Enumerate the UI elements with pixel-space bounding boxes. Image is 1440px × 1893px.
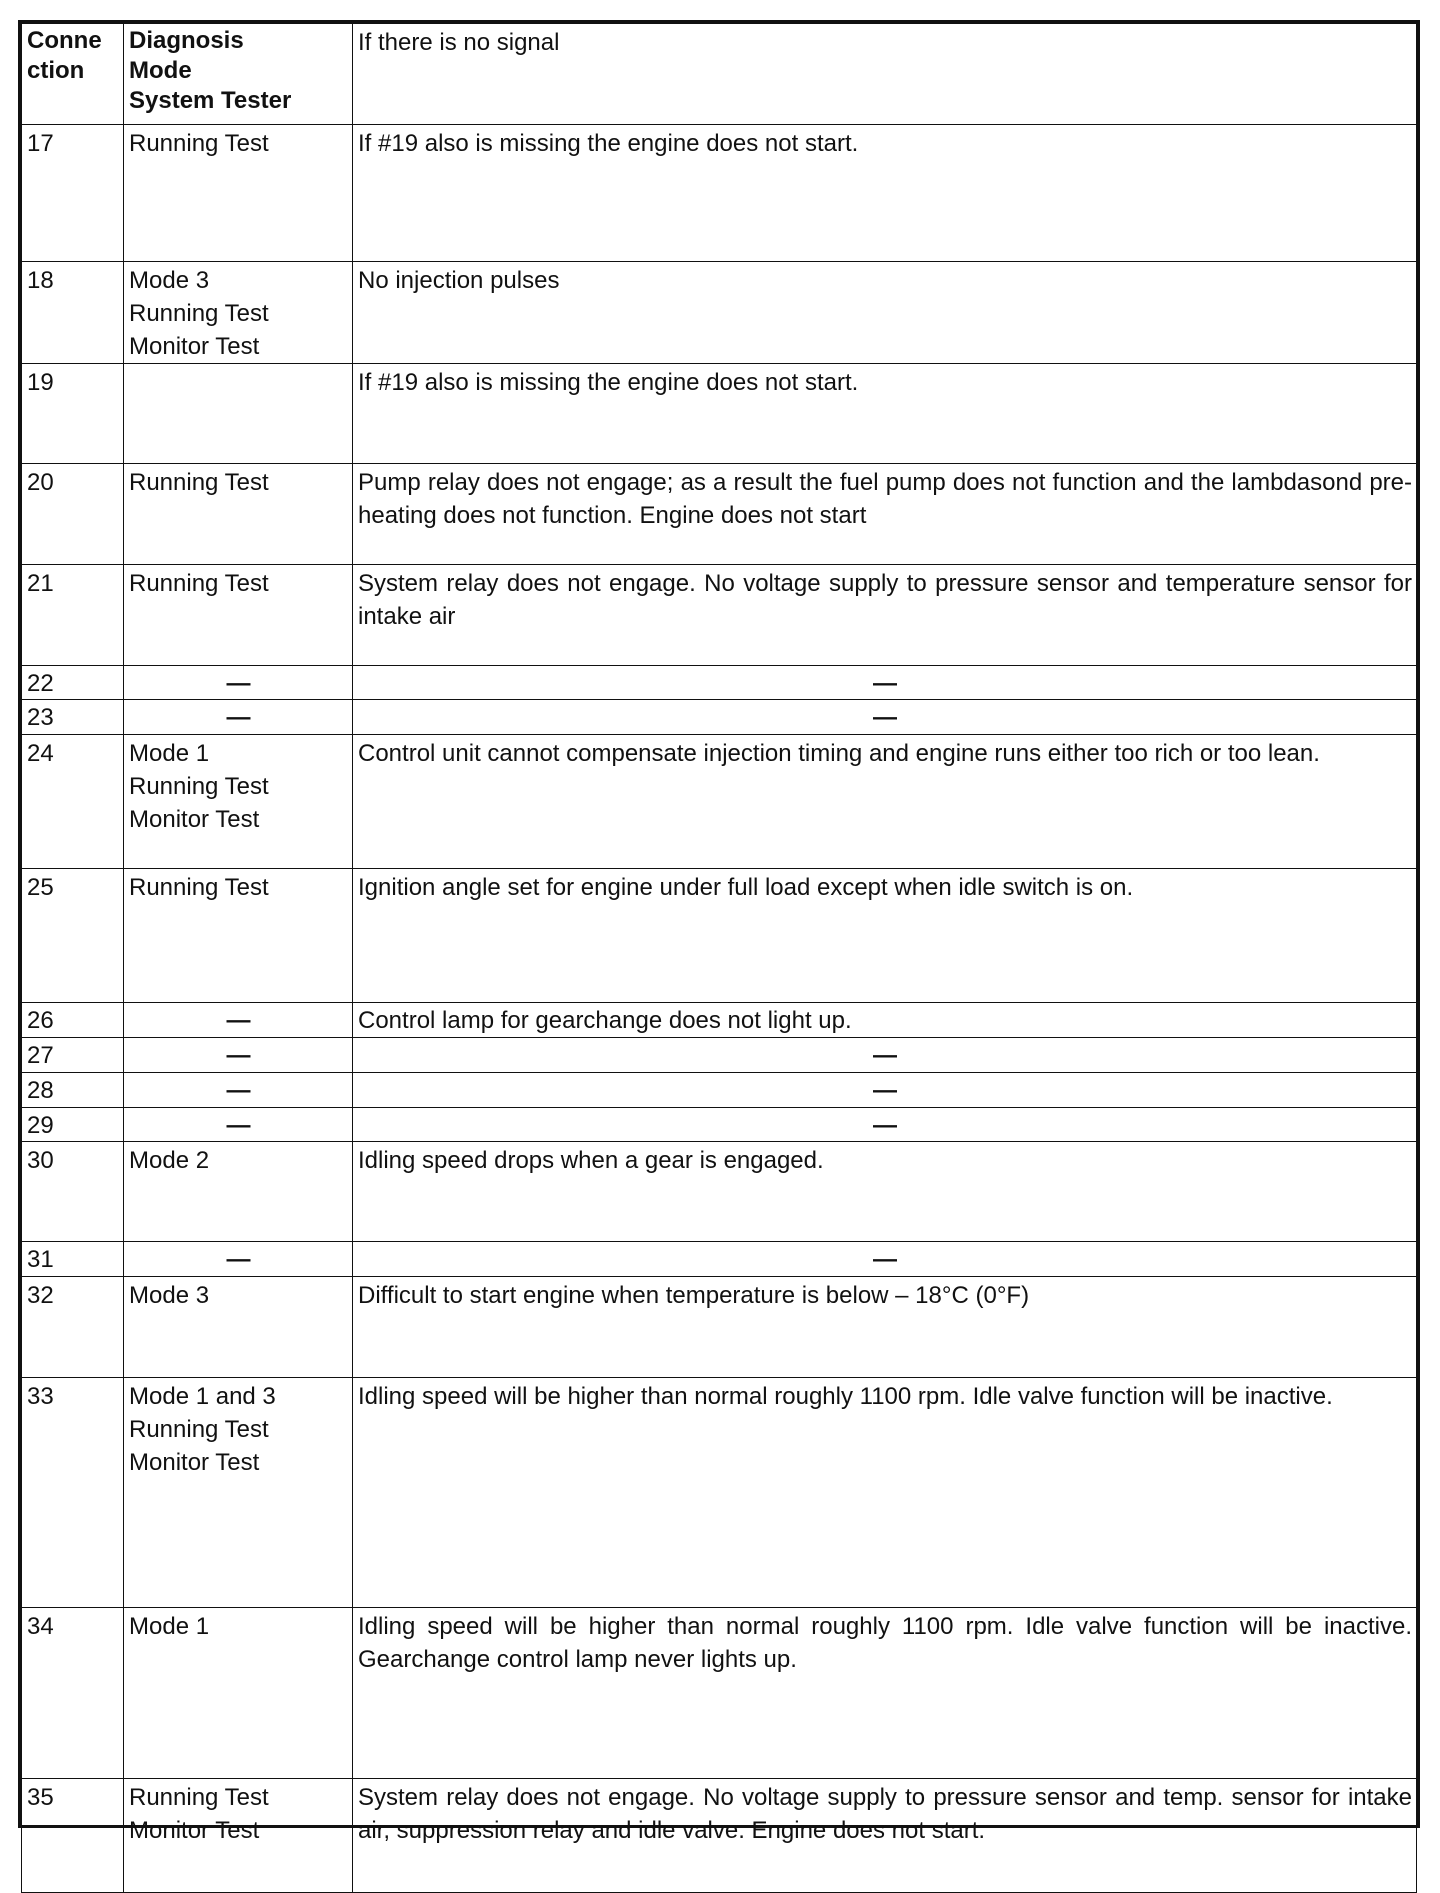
table-row (22, 262, 1417, 364)
description-cell: System relay does not engage. No voltage supply to pressure sensor and temp. sensor for intake air, suppression relay and idle valve. Engine does not start. (353, 1779, 1417, 1893)
mode-line: — (226, 1246, 251, 1273)
mode-line: Running Test (129, 300, 269, 327)
table-row (22, 1277, 1417, 1378)
header-signal (353, 24, 1417, 125)
mode-line: Running Test (129, 570, 269, 597)
description-cell: — (353, 1038, 1417, 1073)
table-row (22, 1779, 1417, 1893)
mode-cell (124, 565, 353, 666)
connection-cell: 30 (22, 1142, 124, 1242)
description-cell: System relay does not engage. No voltage supply to pressure sensor and temperature sensor for intake air (353, 565, 1417, 666)
mode-line: — (226, 1077, 251, 1104)
header-mode-line: Mode (129, 57, 192, 84)
mode-line: Mode 2 (129, 1147, 210, 1174)
description-cell: — (353, 666, 1417, 700)
connection-cell: 18 (22, 262, 124, 364)
table-header-row (22, 24, 1417, 125)
mode-cell (124, 869, 353, 1003)
mode-line: — (226, 1112, 251, 1139)
description-cell: Pump relay does not engage; as a result the fuel pump does not function and the lambdasond pre-heating does not function. Engine does not start (353, 464, 1417, 565)
mode-line: Monitor Test (129, 1449, 260, 1476)
mode-cell (124, 262, 353, 364)
mode-line: — (226, 1007, 251, 1034)
mode-cell (124, 1378, 353, 1608)
mode-cell (124, 700, 353, 735)
table-row (22, 1142, 1417, 1242)
mode-line: Mode 1 (129, 1613, 210, 1640)
mode-line: Mode 3 (129, 1282, 210, 1309)
table-row (22, 125, 1417, 262)
connection-cell: 34 (22, 1608, 124, 1779)
mode-line: Running Test (129, 469, 269, 496)
connection-cell: 23 (22, 700, 124, 735)
mode-cell (124, 1277, 353, 1378)
header-mode-line: System Tester (129, 87, 292, 114)
table-row (22, 464, 1417, 565)
mode-line: Running Test (129, 1784, 269, 1811)
description-cell: — (353, 1108, 1417, 1142)
table-row (22, 1378, 1417, 1608)
description-cell: Control unit cannot compensate injection timing and engine runs either too rich or too lean. (353, 735, 1417, 869)
table-row (22, 1038, 1417, 1073)
mode-line: Running Test (129, 130, 269, 157)
description-cell: Idling speed drops when a gear is engaged. (353, 1142, 1417, 1242)
table-row (22, 1608, 1417, 1779)
header-signal-label: If there is no signal (358, 29, 560, 56)
description-cell: If #19 also is missing the engine does not start. (353, 125, 1417, 262)
header-connection (22, 24, 124, 125)
connection-cell: 35 (22, 1779, 124, 1893)
table-row (22, 666, 1417, 700)
connection-cell: 26 (22, 1003, 124, 1038)
mode-line: Mode 1 and 3 (129, 1383, 276, 1410)
mode-cell (124, 735, 353, 869)
header-mode-line: Diagnosis (129, 27, 244, 54)
description-cell: Idling speed will be higher than normal roughly 1100 rpm. Idle valve function will be inactive. (353, 1378, 1417, 1608)
diagnosis-table-sheet (18, 20, 1420, 1844)
table-row (22, 735, 1417, 869)
mode-cell (124, 1242, 353, 1277)
connection-cell: 29 (22, 1108, 124, 1142)
header-connection-label: Conne ction (27, 27, 102, 84)
description-cell: — (353, 1242, 1417, 1277)
connection-cell: 20 (22, 464, 124, 565)
mode-line: Monitor Test (129, 333, 260, 360)
description-cell: Ignition angle set for engine under full load except when idle switch is on. (353, 869, 1417, 1003)
description-cell: If #19 also is missing the engine does not start. (353, 364, 1417, 464)
table-row (22, 869, 1417, 1003)
description-cell: Control lamp for gearchange does not light up. (353, 1003, 1417, 1038)
connection-cell: 21 (22, 565, 124, 666)
mode-line: Monitor Test (129, 1817, 260, 1844)
mode-line: Running Test (129, 874, 269, 901)
mode-cell (124, 464, 353, 565)
table-row (22, 565, 1417, 666)
connection-cell: 25 (22, 869, 124, 1003)
mode-cell (124, 1038, 353, 1073)
mode-line: Monitor Test (129, 806, 260, 833)
table-row (22, 1003, 1417, 1038)
connection-cell: 33 (22, 1378, 124, 1608)
mode-line: — (226, 1042, 251, 1069)
connection-cell: 19 (22, 364, 124, 464)
table-row (22, 700, 1417, 735)
table-row (22, 1073, 1417, 1108)
mode-line: Running Test (129, 1416, 269, 1443)
description-cell: No injection pulses (353, 262, 1417, 364)
mode-cell (124, 1142, 353, 1242)
table-row (22, 364, 1417, 464)
mode-line: — (226, 670, 251, 697)
diagnosis-table (21, 23, 1417, 1893)
mode-cell (124, 1779, 353, 1893)
connection-cell: 28 (22, 1073, 124, 1108)
mode-cell (124, 1003, 353, 1038)
description-cell: — (353, 700, 1417, 735)
mode-line: Mode 3 (129, 267, 210, 294)
mode-line: Running Test (129, 773, 269, 800)
description-cell: — (353, 1073, 1417, 1108)
mode-cell (124, 1073, 353, 1108)
description-cell: Idling speed will be higher than normal roughly 1100 rpm. Idle valve function will be inactive. Gearchange control lamp never lights up. (353, 1608, 1417, 1779)
connection-cell: 24 (22, 735, 124, 869)
mode-line: — (226, 704, 251, 731)
header-mode (124, 24, 353, 125)
mode-line: Mode 1 (129, 740, 210, 767)
connection-cell: 31 (22, 1242, 124, 1277)
description-cell: Difficult to start engine when temperature is below – 18°C (0°F) (353, 1277, 1417, 1378)
mode-cell (124, 1108, 353, 1142)
connection-cell: 17 (22, 125, 124, 262)
connection-cell: 32 (22, 1277, 124, 1378)
table-row (22, 1108, 1417, 1142)
mode-cell (124, 1608, 353, 1779)
mode-cell (124, 125, 353, 262)
table-row (22, 1242, 1417, 1277)
mode-cell (124, 666, 353, 700)
connection-cell: 22 (22, 666, 124, 700)
mode-cell (124, 364, 353, 464)
connection-cell: 27 (22, 1038, 124, 1073)
